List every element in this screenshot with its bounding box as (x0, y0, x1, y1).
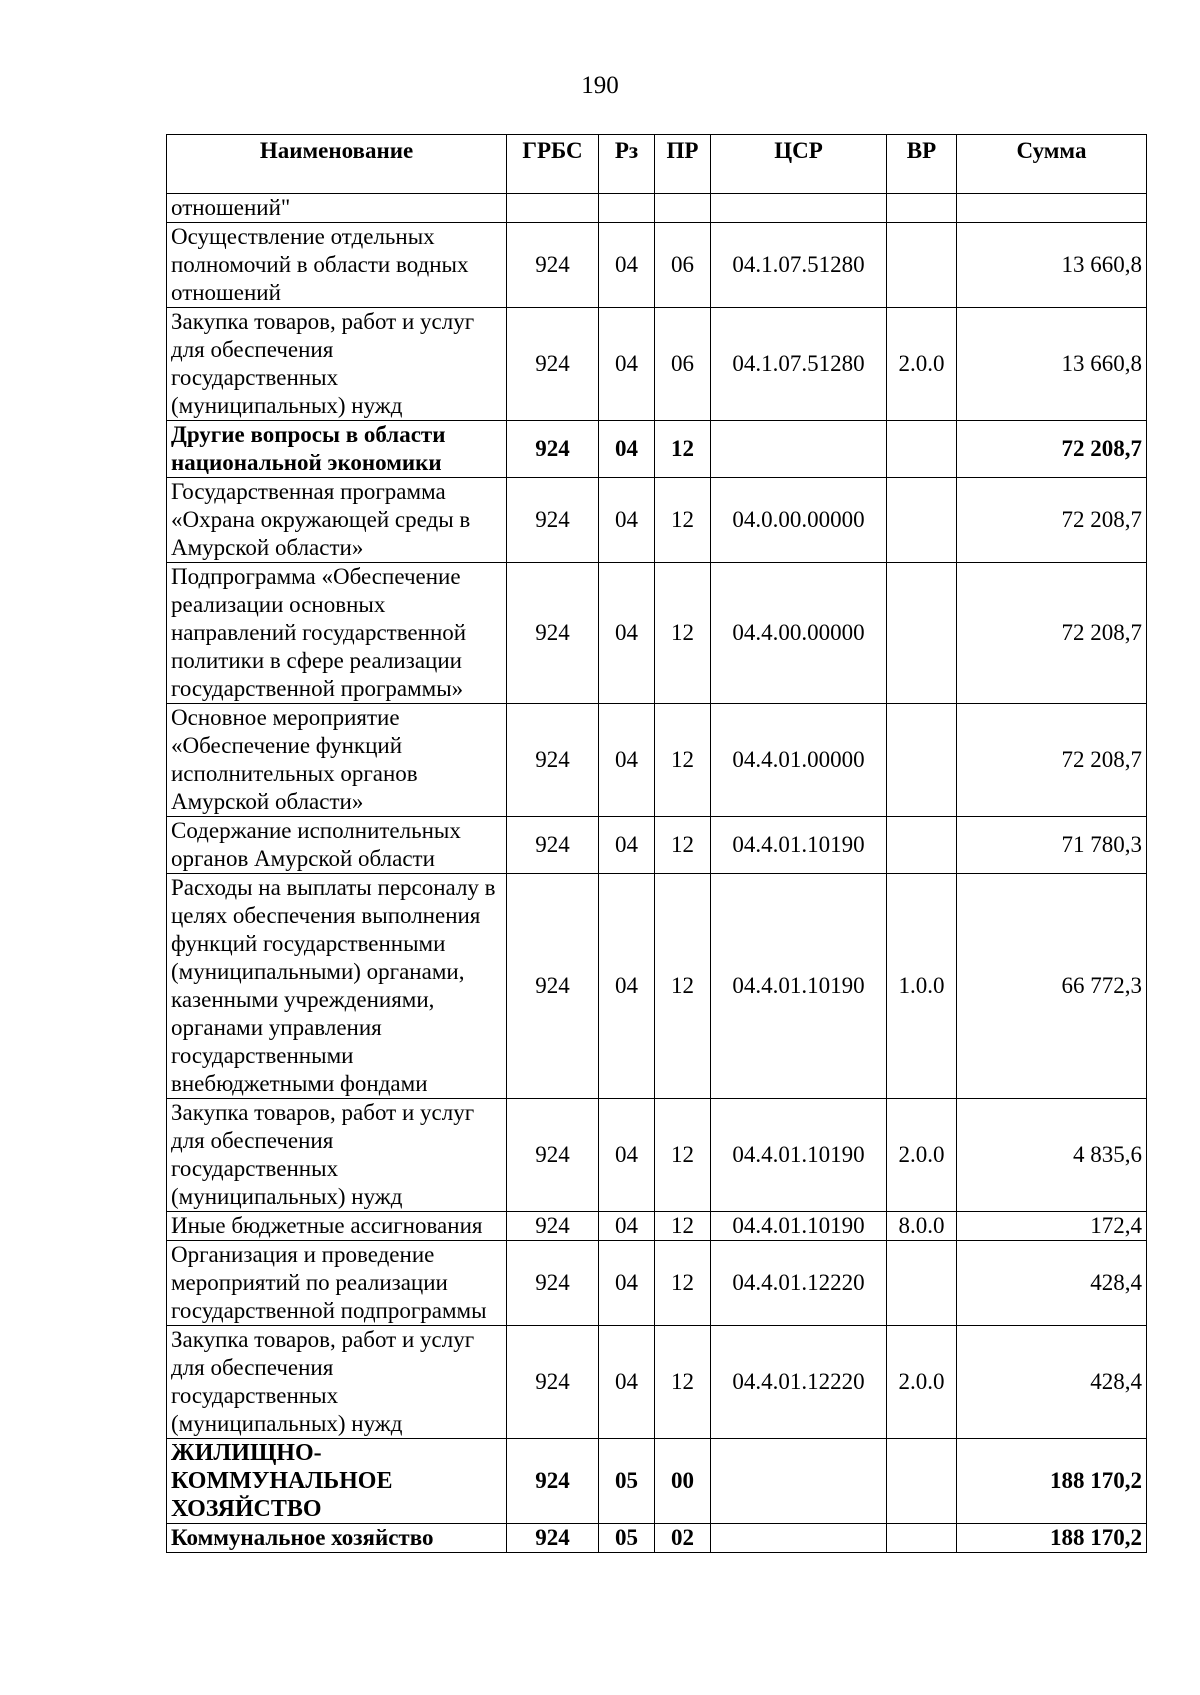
table-row (167, 1326, 1147, 1439)
row-csr (711, 1439, 887, 1524)
row-rz (599, 194, 655, 223)
header-grbs: ГРБС (507, 135, 599, 194)
row-sum: 13 660,8 (957, 308, 1147, 421)
row-csr: 04.4.01.12220 (711, 1241, 887, 1326)
row-sum: 172,4 (957, 1212, 1147, 1241)
row-vr: 1.0.0 (887, 874, 957, 1099)
row-sum: 72 208,7 (957, 421, 1147, 478)
row-grbs: 924 (507, 421, 599, 478)
row-vr: 2.0.0 (887, 1326, 957, 1439)
row-rz: 04 (599, 1212, 655, 1241)
row-csr: 04.1.07.51280 (711, 223, 887, 308)
row-grbs: 924 (507, 1099, 599, 1212)
row-csr: 04.4.01.10190 (711, 874, 887, 1099)
header-vr: ВР (887, 135, 957, 194)
header-csr: ЦСР (711, 135, 887, 194)
header-rz: Рз (599, 135, 655, 194)
row-grbs: 924 (507, 478, 599, 563)
row-rz: 04 (599, 874, 655, 1099)
row-pr: 12 (655, 874, 711, 1099)
row-name: Осуществление отдельных полномочий в области водных отношений (167, 223, 507, 308)
row-rz: 04 (599, 563, 655, 704)
row-vr (887, 704, 957, 817)
row-rz: 04 (599, 704, 655, 817)
row-vr (887, 478, 957, 563)
row-grbs: 924 (507, 1326, 599, 1439)
row-sum: 188 170,2 (957, 1439, 1147, 1524)
row-name: Иные бюджетные ассигнования (167, 1212, 507, 1241)
row-sum: 13 660,8 (957, 223, 1147, 308)
row-vr (887, 421, 957, 478)
table-row (167, 817, 1147, 874)
header-row (167, 135, 1147, 194)
row-vr (887, 563, 957, 704)
budget-table (166, 134, 1147, 1553)
row-csr (711, 1524, 887, 1553)
row-rz: 04 (599, 1241, 655, 1326)
row-pr: 12 (655, 817, 711, 874)
row-pr: 12 (655, 563, 711, 704)
row-vr (887, 223, 957, 308)
row-rz: 04 (599, 478, 655, 563)
header-sum: Сумма (957, 135, 1147, 194)
row-vr (887, 1524, 957, 1553)
row-csr: 04.4.01.00000 (711, 704, 887, 817)
row-name: Основное мероприятие «Обеспечение функций исполнительных органов Амурской области» (167, 704, 507, 817)
row-csr: 04.4.01.10190 (711, 1099, 887, 1212)
row-name: Организация и проведение мероприятий по реализации государственной подпрограммы (167, 1241, 507, 1326)
row-name: Закупка товаров, работ и услуг для обеспечения государственных (муниципальных) нужд (167, 308, 507, 421)
row-grbs: 924 (507, 817, 599, 874)
row-sum: 4 835,6 (957, 1099, 1147, 1212)
row-pr: 02 (655, 1524, 711, 1553)
table-row (167, 874, 1147, 1099)
row-pr: 06 (655, 308, 711, 421)
row-rz: 04 (599, 223, 655, 308)
row-csr: 04.4.01.10190 (711, 817, 887, 874)
row-vr (887, 1241, 957, 1326)
table-row (167, 704, 1147, 817)
row-vr: 2.0.0 (887, 1099, 957, 1212)
row-name: ЖИЛИЩНО-КОММУНАЛЬНОЕ ХОЗЯЙСТВО (167, 1439, 507, 1524)
row-sum: 188 170,2 (957, 1524, 1147, 1553)
table-row (167, 308, 1147, 421)
row-sum: 72 208,7 (957, 563, 1147, 704)
row-pr: 12 (655, 1326, 711, 1439)
row-pr: 06 (655, 223, 711, 308)
row-sum: 72 208,7 (957, 704, 1147, 817)
row-grbs: 924 (507, 1439, 599, 1524)
table-row (167, 194, 1147, 223)
table-row (167, 1241, 1147, 1326)
row-pr: 12 (655, 704, 711, 817)
table-row (167, 223, 1147, 308)
row-pr: 00 (655, 1439, 711, 1524)
row-csr: 04.4.01.10190 (711, 1212, 887, 1241)
row-pr: 12 (655, 1241, 711, 1326)
row-name: Закупка товаров, работ и услуг для обеспечения государственных (муниципальных) нужд (167, 1326, 507, 1439)
row-grbs: 924 (507, 223, 599, 308)
row-sum: 71 780,3 (957, 817, 1147, 874)
table-row (167, 478, 1147, 563)
row-vr (887, 194, 957, 223)
header-pr: ПР (655, 135, 711, 194)
row-name: Другие вопросы в области национальной экономики (167, 421, 507, 478)
row-name: Подпрограмма «Обеспечение реализации основных направлений государственной политики в сфере реализации государственной программы» (167, 563, 507, 704)
row-sum: 72 208,7 (957, 478, 1147, 563)
row-sum (957, 194, 1147, 223)
row-grbs: 924 (507, 874, 599, 1099)
row-rz: 04 (599, 817, 655, 874)
table-row-section (167, 1524, 1147, 1553)
row-sum: 66 772,3 (957, 874, 1147, 1099)
row-name: Государственная программа «Охрана окружающей среды в Амурской области» (167, 478, 507, 563)
table-row (167, 1099, 1147, 1212)
row-rz: 05 (599, 1439, 655, 1524)
row-sum: 428,4 (957, 1241, 1147, 1326)
row-grbs: 924 (507, 563, 599, 704)
table-row-section (167, 1439, 1147, 1524)
row-vr (887, 1439, 957, 1524)
row-pr: 12 (655, 421, 711, 478)
row-csr: 04.1.07.51280 (711, 308, 887, 421)
row-csr (711, 194, 887, 223)
page-number: 190 (581, 72, 619, 99)
row-rz: 04 (599, 1099, 655, 1212)
table-row (167, 1212, 1147, 1241)
table-row-section (167, 421, 1147, 478)
row-name: отношений" (167, 194, 507, 223)
row-csr: 04.4.01.12220 (711, 1326, 887, 1439)
row-grbs: 924 (507, 1241, 599, 1326)
row-name: Содержание исполнительных органов Амурской области (167, 817, 507, 874)
row-pr: 12 (655, 1099, 711, 1212)
header-name: Наименование (167, 135, 507, 194)
row-vr: 8.0.0 (887, 1212, 957, 1241)
row-csr (711, 421, 887, 478)
row-vr (887, 817, 957, 874)
row-grbs: 924 (507, 1212, 599, 1241)
row-csr: 04.4.00.00000 (711, 563, 887, 704)
row-csr: 04.0.00.00000 (711, 478, 887, 563)
row-pr (655, 194, 711, 223)
row-sum: 428,4 (957, 1326, 1147, 1439)
row-pr: 12 (655, 1212, 711, 1241)
row-grbs: 924 (507, 308, 599, 421)
row-rz: 05 (599, 1524, 655, 1553)
row-name: Коммунальное хозяйство (167, 1524, 507, 1553)
row-rz: 04 (599, 421, 655, 478)
row-grbs (507, 194, 599, 223)
row-grbs: 924 (507, 704, 599, 817)
row-name: Расходы на выплаты персоналу в целях обеспечения выполнения функций государственными (муниципальными) органами, казенными учреждениями, органами управления государственными внебюджетными фондами (167, 874, 507, 1099)
row-rz: 04 (599, 308, 655, 421)
row-vr: 2.0.0 (887, 308, 957, 421)
row-grbs: 924 (507, 1524, 599, 1553)
row-rz: 04 (599, 1326, 655, 1439)
row-name: Закупка товаров, работ и услуг для обеспечения государственных (муниципальных) нужд (167, 1099, 507, 1212)
table-row (167, 563, 1147, 704)
row-pr: 12 (655, 478, 711, 563)
